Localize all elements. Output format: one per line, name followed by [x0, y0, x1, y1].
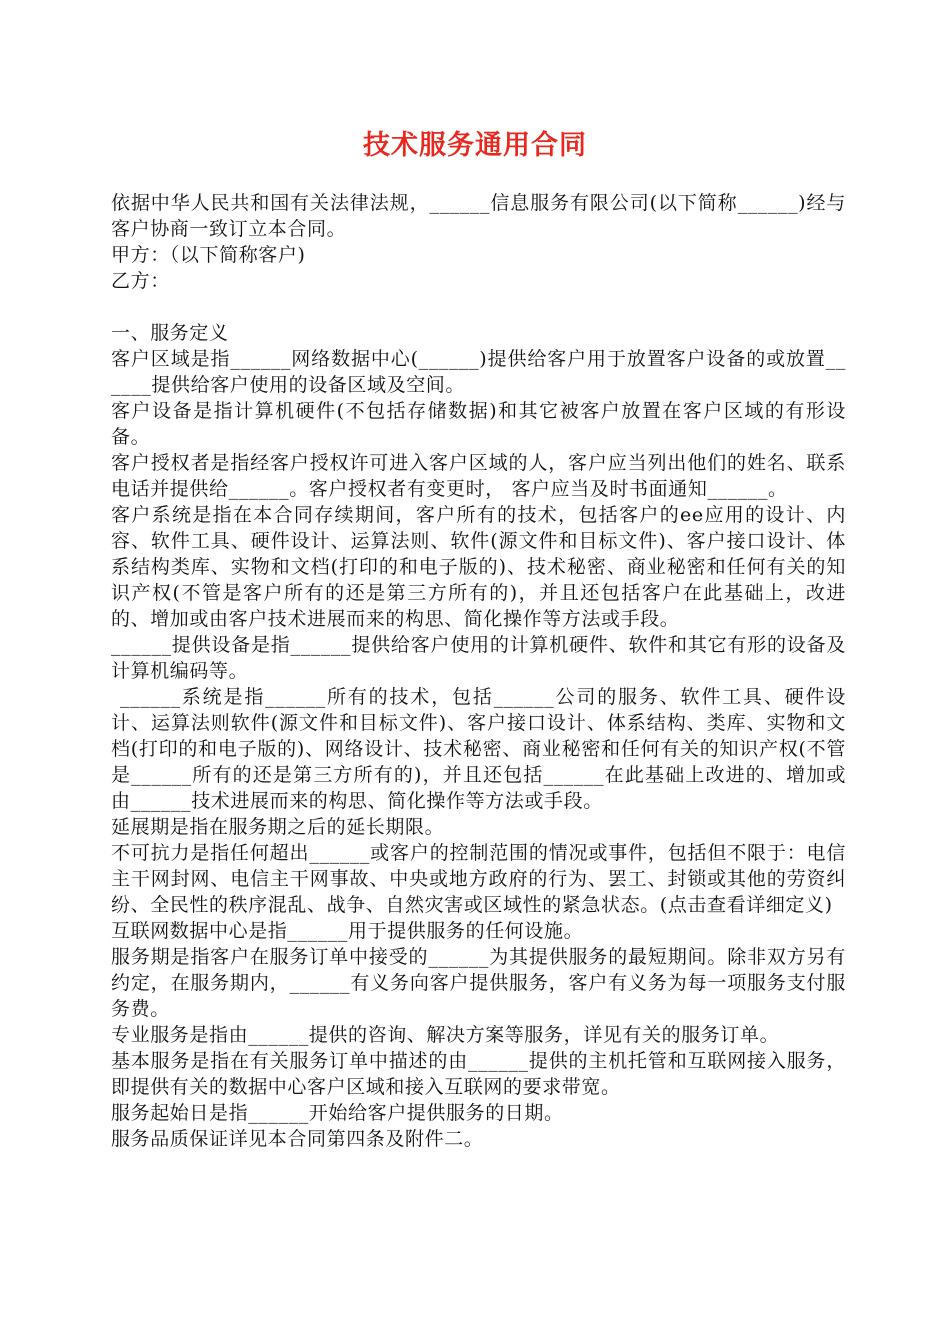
paragraph-service-period: 服务期是指客户在服务订单中接受的______为其提供服务的最短期间。除非双方另有约定，在服务期内，______有义务向客户提供服务，客户有义务为每一项服务支付服务费。 [111, 946, 846, 1020]
document-body [111, 190, 846, 1152]
paragraph-extension-period: 延展期是指在服务期之后的延长期限。 [111, 816, 445, 838]
paragraph-force-majeure: 不可抗力是指任何超出______或客户的控制范围的情况或事件，包括但不限于：电信主干网封网、电信主干网事故、中央或地方政府的行为、罢工、封锁或其他的劳资纠纷、全民性的秩序混乱、战争、自然灾害或区域性的紧急状态。(点击查看详细定义) [111, 842, 846, 916]
paragraph-service-quality: 服务品质保证详见本合同第四条及附件二。 [111, 1128, 484, 1150]
paragraph-customer-equipment: 客户设备是指计算机硬件(不包括存储数据)和其它被客户放置在客户区域的有形设备。 [111, 400, 846, 448]
paragraph-customer-area: 客户区域是指______网络数据中心(______)提供给客户用于放置客户设备的或放置______提供给客户使用的设备区域及空间。 [111, 348, 846, 396]
section-heading-service-definition: 一、服务定义 [111, 322, 229, 344]
paragraph-service-start-date: 服务起始日是指______开始给客户提供服务的日期。 [111, 1102, 564, 1124]
paragraph-idc: 互联网数据中心是指______用于提供服务的任何设施。 [111, 920, 584, 942]
paragraph-provided-equipment: ______提供设备是指______提供给客户使用的计算机硬件、软件和其它有形的设备及计算机编码等。 [111, 634, 846, 682]
paragraph-customer-system: 客户系统是指在本合同存续期间，客户所有的技术，包括客户的ee应用的设计、内容、软件工具、硬件设计、运算法则、软件(源文件和目标文件)、客户接口设计、体系结构类库、实物和文档(打印的和电子版的)、技术秘密、商业秘密和任何有关的知识产权(不管是客户所有的还是第三方所有的)，并且还包括客户在此基础上，改进的、增加或由客户技术进展而来的构思、简化操作等方法或手段。 [111, 504, 846, 630]
paragraph-customer-authorized-person: 客户授权者是指经客户授权许可进入客户区域的人，客户应当列出他们的姓名、联系电话并提供给______。客户授权者有变更时， 客户应当及时书面通知______。 [111, 452, 846, 500]
paragraph-preamble: 依据中华人民共和国有关法律法规，______信息服务有限公司(以下简称______)经与客户协商一致订立本合同。 [111, 192, 846, 240]
paragraph-provider-system: ______系统是指______所有的技术，包括______公司的服务、软件工具、硬件设计、运算法则软件(源文件和目标文件)、客户接口设计、体系结构、类库、实物和文档(打印的和电子版的)、网络设计、技术秘密、商业秘密和任何有关的知识产权(不管是______所有的还是第三方所有的)，并且还包括______在此基础上改进的、增加或由______技术进展而来的构思、简化操作等方法或手段。 [111, 686, 846, 812]
paragraph-basic-services: 基本服务是指在有关服务订单中描述的由______提供的主机托管和互联网接入服务，即提供有关的数据中心客户区域和接入互联网的要求带宽。 [111, 1050, 846, 1098]
paragraph-party-a: 甲方：（以下简称客户) [111, 244, 306, 266]
paragraph-party-b: 乙方： [111, 270, 170, 292]
paragraph-professional-services: 专业服务是指由______提供的咨询、解决方案等服务，详见有关的服务订单。 [111, 1024, 780, 1046]
paragraph-spacer [111, 294, 846, 320]
document-title: 技术服务通用合同 [363, 130, 587, 161]
